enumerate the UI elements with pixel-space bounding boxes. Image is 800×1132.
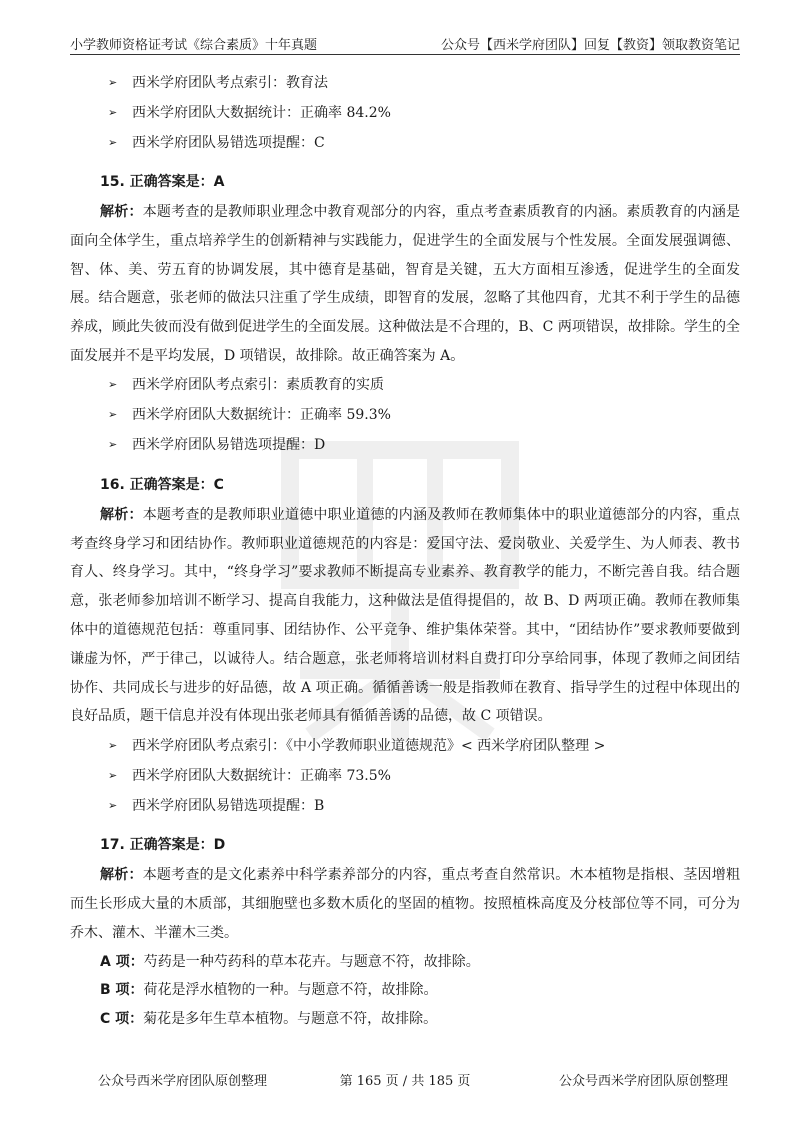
arrow-bullet-icon: ➢ (108, 738, 118, 752)
list-item: ➢ 西米学府团队易错选项提醒：C (70, 128, 740, 158)
question-16-explanation: 解析：本题考查的是教师职业道德中职业道德的内涵及教师在教师集体中的职业道德部分的内容，重点考查终身学习和团结协作。教师职业道德规范的内容是：爱国守法、爱岗敬业、关爱学生、为人师表、教书育人、终身学习。其中，“终身学习”要求教师不断提高专业素养、教育教学的能力，不断完善自我。结合题意，张老师参加培训不断学习、提高自我能力，这种做法是值得提倡的，故 B、D 两项正确。教师在教师集体中的道德规范包括：尊重同事、团结协作、公平竞争、维护集体荣誉。其中，“团结协作”要求教师要做到谦虚为怀，严于律己，以诚待人。结合题意，张老师将培训材料自费打印分享给同事，体现了教师之间团结协作、共同成长与进步的好品德，故 A 项正确。循循善诱一般是指教师在教育、指导学生的过程中体现出的良好品质，题干信息并没有体现出张老师具有循循善诱的品德，故 C 项错误。 (70, 506, 741, 725)
page-number: 第 165 页 / 共 185 页 (339, 1074, 471, 1089)
page-content (70, 68, 740, 1034)
list-item: ➢ 西米学府团队考点索引：教育法 (70, 68, 740, 98)
arrow-bullet-icon: ➢ (108, 135, 118, 149)
list-item: ➢ 西米学府团队易错选项提醒：B (70, 791, 740, 821)
header-left-text: 小学教师资格证考试《综合素质》十年真题 (70, 38, 318, 53)
page-header (70, 22, 740, 55)
arrow-bullet-icon: ➢ (108, 798, 118, 812)
arrow-bullet-icon: ➢ (108, 438, 118, 452)
list-item: ➢ 西米学府团队大数据统计：正确率 73.5% (70, 761, 740, 791)
arrow-bullet-icon: ➢ (108, 105, 118, 119)
list-item: ➢ 西米学府团队考点索引：素质教育的实质 (70, 371, 740, 401)
question-17-answer-heading: 17. 正确答案是：D (100, 837, 226, 854)
question-17-explanation: 解析：本题考查的是文化素养中科学素养部分的内容，重点考查自然常识。木本植物是指根、茎因增粗而生长形成大量的木质部，其细胞壁也多数木质化的坚固的植物。按照植株高度及分枝部位等不同，可分为乔木、灌木、半灌木三类。 (70, 867, 741, 941)
question-17-option-c: C 项：菊花是多年生草本植物。与题意不符，故排除。 (100, 1011, 438, 1028)
footer-left-text: 公众号西米学府团队原创整理 (98, 1074, 268, 1089)
footer-right-text: 公众号西米学府团队原创整理 (558, 1074, 728, 1089)
arrow-bullet-icon: ➢ (108, 378, 118, 392)
list-item: ➢ 西米学府团队考点索引：《中小学教师职业道德规范》< 西米学府团队整理 > (70, 731, 740, 761)
list-item: ➢ 西米学府团队大数据统计：正确率 84.2% (70, 98, 740, 128)
question-16-answer-heading: 16. 正确答案是：C (100, 476, 224, 493)
header-right-text: 公众号【西米学府团队】回复【教资】领取教资笔记 (440, 38, 740, 53)
list-item: ➢ 西米学府团队易错选项提醒：D (70, 431, 740, 461)
arrow-bullet-icon: ➢ (108, 768, 118, 782)
page-footer (70, 1070, 740, 1090)
list-item: ➢ 西米学府团队大数据统计：正确率 59.3% (70, 401, 740, 431)
question-15-explanation: 解析：本题考查的是教师职业理念中教育观部分的内容，重点考查素质教育的内涵。素质教育的内涵是面向全体学生，重点培养学生的创新精神与实践能力，促进学生的全面发展与个性发展。全面发展强调德、智、体、美、劳五育的协调发展，其中德育是基础，智育是关键，五大方面相互渗透，促进学生的全面发展。结合题意，张老师的做法只注重了学生成绩，即智育的发展，忽略了其他四育，尤其不利于学生的品德养成，顾此失彼而没有做到促进学生的全面发展。这种做法是不合理的，B、C 两项错误，故排除。学生的全面发展并不是平均发展，D 项错误，故排除。故正确答案为 A。 (70, 204, 741, 364)
arrow-bullet-icon: ➢ (108, 408, 118, 422)
question-17-option-b: B 项：荷花是浮水植物的一种。与题意不符，故排除。 (100, 982, 438, 999)
question-15-answer-heading: 15. 正确答案是：A (100, 174, 225, 190)
arrow-bullet-icon: ➢ (108, 75, 118, 89)
question-17-option-a: A 项：芍药是一种芍药科的草本花卉。与题意不符，故排除。 (100, 953, 480, 970)
